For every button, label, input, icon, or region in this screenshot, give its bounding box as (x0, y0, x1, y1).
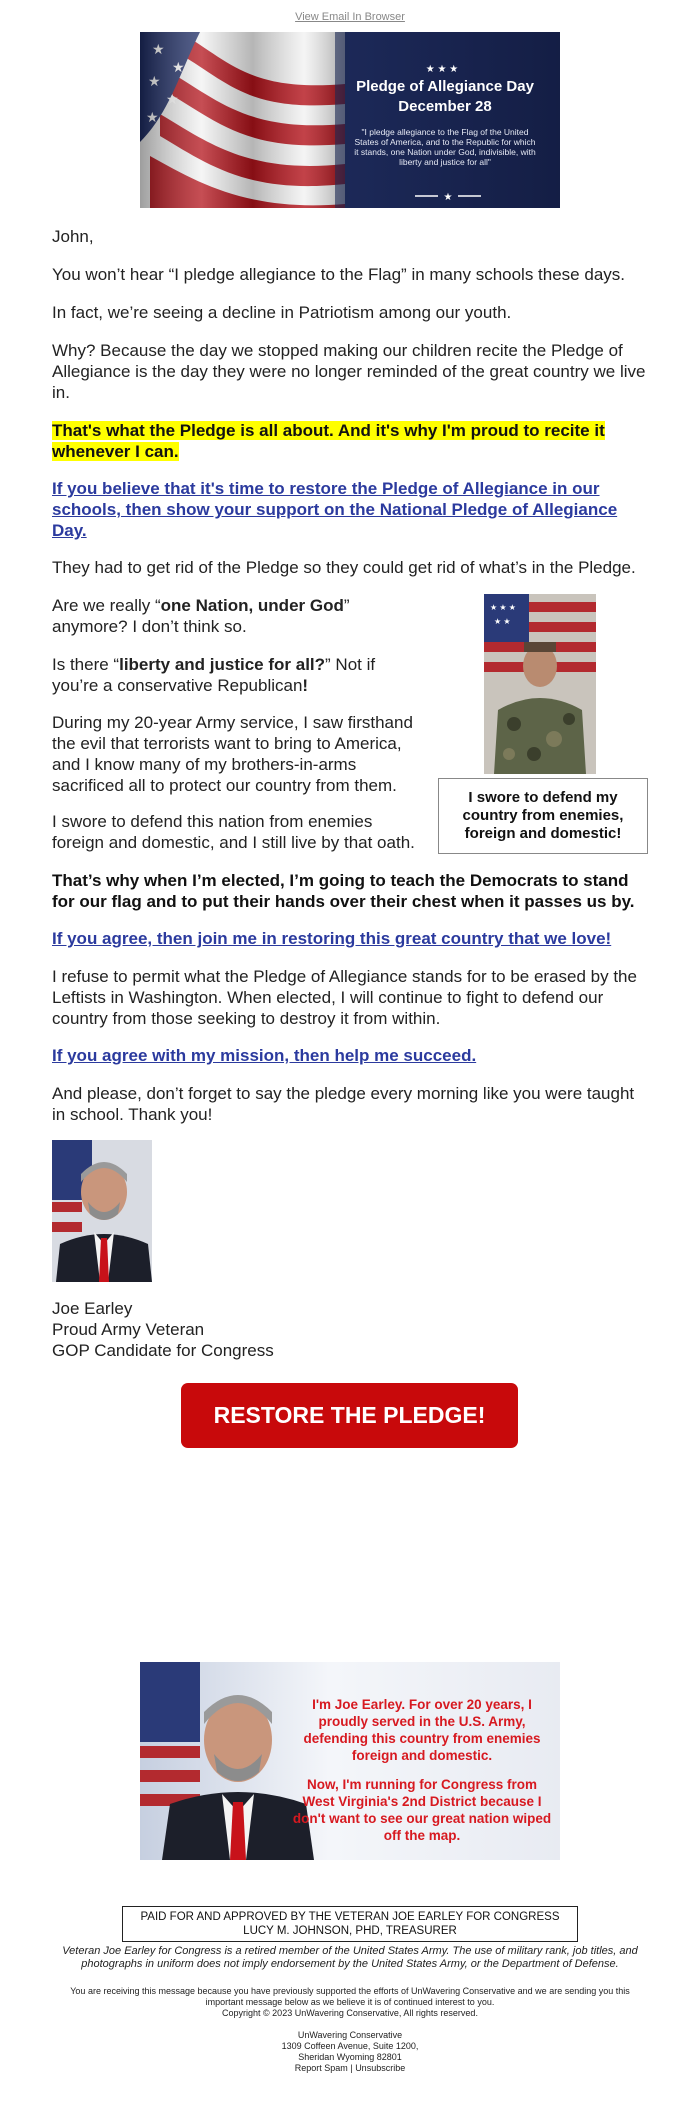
paragraph-3: Why? Because the day we stopped making our children recite the Pledge of Allegiance is the day they were no longer reminded of the great country we live in. (52, 341, 646, 402)
paragraph-7: During my 20-year Army service, I saw firsthand the evil that terrorists want to bring to America, and I know many of my brothers-in-arms sacrificed all to protect our country from them. (52, 713, 413, 795)
pledge-day-banner (140, 32, 560, 208)
svg-text:★ ★: ★ ★ (494, 617, 511, 626)
photo-caption: I swore to defend my country from enemies, foreign and domestic! (462, 789, 624, 842)
unsubscribe-link[interactable]: Unsubscribe (355, 2063, 406, 2073)
restore-pledge-button-label: RESTORE THE PLEDGE! (213, 1402, 486, 1428)
org-name: UnWavering Conservative (297, 2030, 403, 2040)
banner-quote: "I pledge allegiance to the Flag of the United States of America, and to the Republic for which it stands, one Nation under God, indivisible, with liberty and justice for all" (354, 127, 536, 167)
soldier-image (484, 594, 596, 774)
candidate-headshot (52, 1140, 152, 1282)
copyright: Copyright © 2023 UnWavering Conservative, All rights reserved. (222, 2008, 478, 2018)
receiving-notice: You are receiving this message because you have previously supported the efforts of UnWavering Conservative and we are sending you this important message below as we believe it is of continued interest to you. (70, 1986, 630, 2007)
paid-for-line-2: LUCY M. JOHNSON, PHD, TREASURER (243, 1925, 457, 1937)
paragraph-6: Is there “liberty and justice for all?” Not if you’re a conservative Republican! (52, 655, 376, 695)
svg-text:★ ★ ★: ★ ★ ★ (425, 64, 459, 75)
army-photo (484, 594, 596, 774)
signature-name: Joe Earley (52, 1299, 133, 1318)
candidate-bio-banner (140, 1662, 560, 1860)
signature-title-2: GOP Candidate for Congress (52, 1341, 274, 1360)
view-in-browser-link[interactable]: View Email In Browser (295, 11, 405, 23)
greeting: John, (52, 227, 94, 246)
paid-for-line-1: PAID FOR AND APPROVED BY THE VETERAN JOE EARLEY FOR CONGRESS (140, 1911, 560, 1923)
flag-graphic (140, 32, 560, 208)
banner-title-line1: Pledge of Allegiance Day (356, 78, 534, 95)
support-pledge-day-link[interactable]: If you believe that it's time to restore the Pledge of Allegiance in our schools, then show your support on the National Pledge of Allegiance Day. (52, 479, 618, 540)
headshot-image (52, 1140, 152, 1282)
paragraph-9: I refuse to permit what the Pledge of Allegiance stands for to be erased by the Leftists in Washington. When elected, I will continue to fight to defend our country from those seeking to destroy it from within. (52, 967, 637, 1028)
military-disclaimer: Veteran Joe Earley for Congress is a retired member of the United States Army. The use of military rank, job titles, and photographs in uniform does not imply endorsement by the United States Army, or the Department of Defense. (62, 1945, 638, 1970)
paragraph-4: They had to get rid of the Pledge so they could get rid of what’s in the Pledge. (52, 558, 636, 577)
paragraph-1: You won’t hear “I pledge allegiance to the Flag” in many schools these days. (52, 265, 625, 284)
restore-pledge-button[interactable] (181, 1383, 518, 1448)
paragraph-5: Are we really “one Nation, under God” anymore? I don’t think so. (52, 596, 350, 636)
address-line-2: Sheridan Wyoming 82801 (298, 2052, 402, 2062)
paid-for-box (122, 1906, 578, 1942)
bold-paragraph: That’s why when I’m elected, I’m going to teach the Democrats to stand for our flag and to put their hands over their chest when it passes us by. (52, 871, 635, 911)
footer-separator: | (350, 2063, 353, 2073)
report-spam-link[interactable]: Report Spam (294, 2063, 348, 2073)
paragraph-10: And please, don’t forget to say the pledge every morning like you were taught in school. Thank you! (52, 1084, 635, 1124)
banner-title-line2: December 28 (398, 98, 492, 115)
svg-text:★: ★ (443, 192, 453, 203)
join-me-link[interactable]: If you agree, then join me in restoring this great country that we love! (52, 929, 612, 948)
help-me-succeed-link[interactable]: If you agree with my mission, then help me succeed. (52, 1046, 477, 1065)
highlighted-statement: That's what the Pledge is all about. And it's why I'm proud to recite it whenever I can. (52, 421, 605, 461)
signature-title-1: Proud Army Veteran (52, 1320, 205, 1339)
paragraph-2: In fact, we’re seeing a decline in Patriotism among our youth. (52, 303, 512, 322)
photo-caption-box (438, 778, 648, 854)
svg-text:★ ★ ★: ★ ★ ★ (490, 603, 516, 612)
paragraph-8: I swore to defend this nation from enemies foreign and domestic, and I still live by that oath. (52, 812, 415, 852)
bio-text-1: I'm Joe Earley. For over 20 years, I proudly served in the U.S. Army, defending this country from enemies foreign and domestic. (303, 1697, 541, 1763)
address-line-1: 1309 Coffeen Avenue, Suite 1200, (281, 2041, 419, 2051)
bio-text-2: Now, I'm running for Congress from West Virginia's 2nd District because I don't want to see our great nation wiped off the map. (292, 1777, 552, 1843)
